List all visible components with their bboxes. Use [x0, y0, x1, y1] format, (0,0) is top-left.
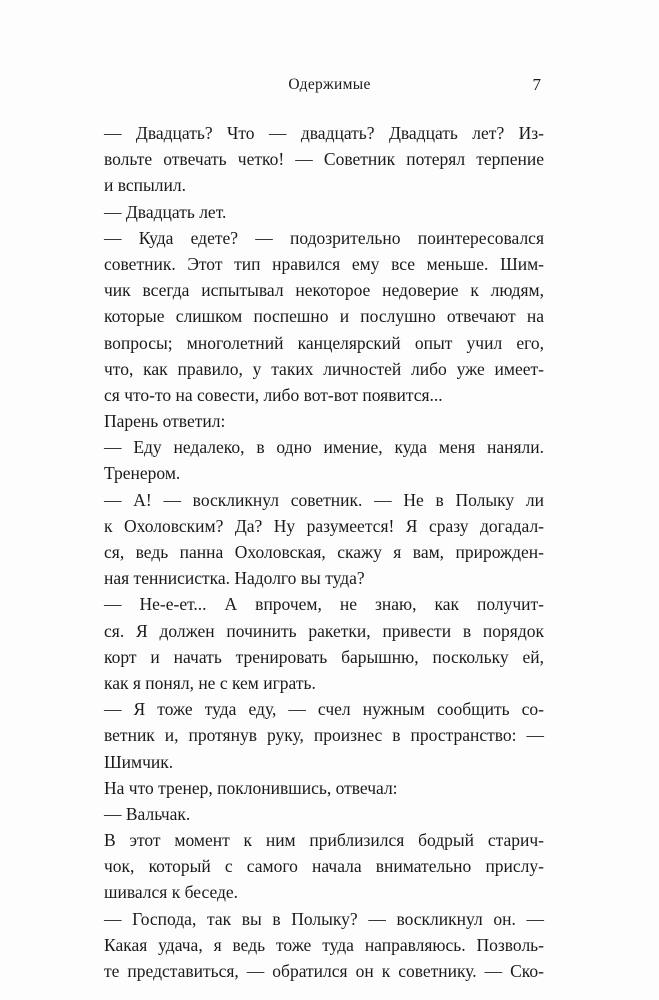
body-text — [104, 120, 544, 984]
text-line: — А! — воскликнул советник. — Не в Полыку ли — [104, 489, 544, 510]
text-line: ся, ведь панна Охоловская, скажу я вам, прирожден- — [104, 542, 544, 562]
text-line: ся. Я должен починить ракетки, привести в порядок — [104, 620, 544, 641]
text-line: — Куда едете? — подозрительно поинтересовался — [104, 227, 544, 248]
text-line: и вспылил. — [104, 175, 186, 196]
text-line: что, как правило, у таких личностей либо уже имеет- — [104, 358, 544, 379]
page-number: 7 — [532, 75, 541, 94]
text-line: — Я тоже туда еду, — счел нужным сообщить со- — [104, 699, 544, 720]
text-line: Шимчик. — [104, 751, 174, 772]
text-line: ная теннисистка. Надолго вы туда? — [104, 568, 365, 589]
text-line: шивался к беседе. — [104, 882, 239, 903]
text-line: вопросы; многолетний канцелярский опыт учил его, — [104, 332, 544, 353]
text-line: те представиться, — обратился он к советнику. — Ско- — [104, 961, 544, 981]
text-line: — Двадцать? Что — двадцать? Двадцать лет? Из- — [104, 123, 544, 143]
text-line: — Господа, так вы в Полыку? — воскликнул он. — — [104, 908, 544, 929]
text-line: корт и начать тренировать барышню, поскольку ей, — [104, 646, 544, 667]
text-line: к Охоловским? Да? Ну разумеется! Я сразу догадал- — [104, 515, 544, 536]
text-line: советник. Этот тип нравился ему все меньше. Шим- — [104, 253, 544, 274]
text-line: — Не-е-ет... А впрочем, не знаю, как получит- — [104, 594, 544, 615]
running-head — [0, 76, 659, 98]
text-line: как я понял, не с кем играть. — [104, 672, 316, 693]
text-line: — Вальчак. — [104, 803, 191, 824]
text-line: чик всегда испытывал некоторое недоверие к людям, — [104, 280, 544, 301]
text-line: На что тренер, поклонившись, отвечал: — [104, 777, 398, 798]
text-line: Какая удача, я ведь тоже туда направляюсь. Позволь- — [104, 934, 544, 955]
text-line: чок, который с самого начала внимательно прислу- — [104, 856, 544, 877]
text-line: вольте отвечать четко! — Советник потерял терпение — [104, 149, 544, 170]
text-line: — Двадцать лет. — [104, 201, 227, 222]
text-line: которые слишком поспешно и послушно отвечают на — [104, 306, 544, 327]
text-line: — Еду недалеко, в одно имение, куда меня наняли. — [104, 437, 544, 458]
text-line: Парень ответил: — [104, 411, 226, 432]
text-line: ся что-то на совести, либо вот-вот появится... — [104, 384, 443, 405]
text-line: ветник и, протянув руку, произнес в пространство: — — [104, 725, 544, 746]
text-line: В этот момент к ним приблизился бодрый старич- — [104, 830, 544, 851]
running-head-title: Одержимые — [288, 76, 371, 93]
text-line: Тренером. — [104, 463, 181, 484]
